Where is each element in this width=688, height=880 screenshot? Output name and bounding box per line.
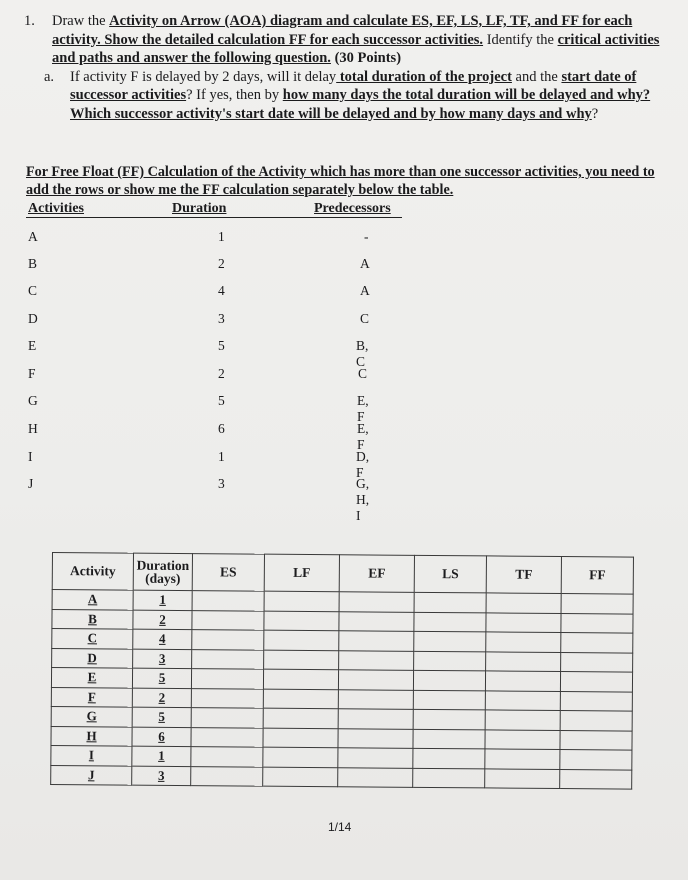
- activity-letter: J: [28, 476, 34, 491]
- calc-activity-cell: F: [51, 687, 132, 707]
- calc-lf-cell: [263, 747, 338, 767]
- calc-tf-cell: [485, 729, 560, 749]
- calc-ef-cell: [338, 670, 413, 690]
- calc-ef-cell: [338, 689, 413, 709]
- calc-table-row: [51, 765, 632, 789]
- calc-duration-cell: 6: [132, 727, 191, 747]
- calc-ff-cell: [561, 594, 633, 614]
- header-predecessors: Predecessors: [314, 201, 391, 216]
- calc-ef-cell: [339, 650, 414, 670]
- calc-ff-cell: [560, 710, 632, 730]
- calc-es-cell: [191, 708, 263, 728]
- activity-predecessors: A: [360, 256, 370, 271]
- calc-ef-cell: [338, 748, 413, 768]
- activity-duration: 5: [218, 393, 225, 408]
- calc-es-cell: [192, 649, 264, 669]
- question-text: [52, 12, 674, 68]
- calc-ef-cell: [339, 611, 414, 631]
- calc-ls-cell: [414, 651, 486, 671]
- calc-ls-cell: [413, 748, 485, 768]
- header-activities: Activities: [28, 201, 84, 216]
- question-task-underlined: Activity on Arrow (AOA) diagram and calculate ES, EF, LS, LF, TF, and FF for each activity. Show the detailed calculation FF for each successor activities.: [52, 13, 633, 48]
- calc-header-activity: Activity: [52, 553, 133, 591]
- question-block: [24, 12, 674, 123]
- calc-activity-cell: H: [51, 726, 132, 746]
- activity-predecessors: B, C: [356, 338, 369, 369]
- calc-tf-cell: [485, 749, 560, 769]
- calc-duration-cell: 5: [132, 707, 191, 727]
- calc-ls-cell: [413, 709, 485, 729]
- question-critical-underlined: critical activities and paths and answer the following question.: [52, 31, 660, 66]
- calc-ff-cell: [560, 730, 632, 750]
- activity-predecessors: G, H, I: [356, 476, 370, 523]
- activity-duration: 2: [218, 366, 225, 381]
- activity-letter: D: [28, 311, 38, 326]
- calc-header-row: [52, 553, 633, 595]
- calc-duration-cell: 2: [132, 688, 191, 708]
- calc-activity-cell: J: [51, 765, 132, 785]
- calc-ff-cell: [561, 652, 633, 672]
- sub-plain-1: If activity F is delayed by 2 days, will it delay: [70, 68, 337, 85]
- calc-es-cell: [191, 669, 263, 689]
- calc-activity-cell: I: [51, 745, 132, 765]
- calc-duration-cell: 4: [133, 629, 192, 649]
- sub-end: ?: [591, 105, 599, 122]
- calc-tf-cell: [485, 690, 560, 710]
- calc-activity-cell: B: [52, 609, 133, 629]
- calc-lf-cell: [263, 669, 338, 689]
- activity-duration: 6: [218, 421, 225, 436]
- activity-letter: C: [28, 283, 38, 298]
- calc-tf-cell: [486, 612, 561, 632]
- calc-ef-cell: [338, 709, 413, 729]
- calc-ef-cell: [339, 592, 414, 612]
- calc-activity-cell: E: [51, 668, 132, 688]
- calc-table-body: [51, 590, 634, 790]
- sub-question: [24, 68, 674, 124]
- calc-ls-cell: [414, 631, 486, 651]
- activity-letter: A: [28, 229, 38, 244]
- calc-header-lf: LF: [264, 554, 339, 592]
- calc-duration-cell: 3: [132, 766, 191, 786]
- activity-duration: 1: [218, 229, 225, 244]
- calc-es-cell: [192, 630, 264, 650]
- calc-ff-cell: [561, 632, 633, 652]
- header-duration: Duration: [172, 201, 227, 216]
- activity-predecessors: E, F: [357, 421, 369, 452]
- calc-es-cell: [191, 747, 263, 767]
- calc-ff-cell: [560, 749, 632, 769]
- calc-duration-cell: 1: [132, 746, 191, 766]
- activity-predecessors: A: [360, 283, 370, 298]
- calc-lf-cell: [263, 728, 338, 748]
- calc-ls-cell: [413, 670, 485, 690]
- calc-lf-cell: [263, 689, 338, 709]
- page-number: 1/14: [328, 820, 352, 834]
- calc-tf-cell: [485, 710, 560, 730]
- calc-lf-cell: [264, 591, 339, 611]
- activity-predecessors: C: [360, 311, 370, 326]
- sub-underlined-2: start date of successor activities: [70, 68, 637, 103]
- calc-header-ls: LS: [414, 555, 486, 593]
- calc-tf-cell: [486, 593, 561, 613]
- calc-ls-cell: [413, 729, 485, 749]
- calc-duration-cell: 5: [132, 668, 191, 688]
- calc-ff-cell: [560, 769, 632, 789]
- activity-duration: 2: [218, 256, 225, 271]
- question-plain-2: Identify the: [483, 31, 558, 48]
- calc-tf-cell: [486, 632, 561, 652]
- question-plain-1: Draw the: [52, 13, 110, 29]
- sub-question-text: [70, 68, 674, 124]
- calc-duration-cell: 2: [133, 610, 192, 630]
- calc-ls-cell: [413, 690, 485, 710]
- calc-ff-cell: [561, 671, 633, 691]
- calc-activity-cell: A: [52, 590, 133, 610]
- calc-header-ff: FF: [561, 557, 633, 595]
- calc-es-cell: [191, 688, 263, 708]
- calc-ls-cell: [414, 592, 486, 612]
- activity-duration: 1: [218, 449, 225, 464]
- sub-underlined-1: total duration of the project: [336, 68, 512, 85]
- calc-header-days-label: (days): [145, 570, 181, 587]
- calc-duration-cell: 3: [133, 649, 192, 669]
- calc-tf-cell: [486, 651, 561, 671]
- calc-activity-cell: D: [52, 648, 133, 668]
- activity-predecessors: -: [364, 229, 369, 244]
- activity-duration: 3: [218, 311, 225, 326]
- calc-es-cell: [191, 727, 263, 747]
- calc-tf-cell: [485, 768, 560, 788]
- calc-ls-cell: [413, 768, 485, 788]
- calc-activity-cell: G: [51, 706, 132, 726]
- sub-underlined-3: how many days the total duration will be delayed and why? Which successor activity's start date will be delayed and by how many days and why: [70, 87, 651, 122]
- activity-letter: B: [28, 256, 38, 271]
- sub-plain-2: and the: [511, 68, 562, 85]
- calc-lf-cell: [264, 630, 339, 650]
- question-number: 1.: [24, 13, 35, 29]
- activity-letter: G: [28, 393, 38, 408]
- activity-predecessors: C: [358, 366, 368, 381]
- sub-question-label: a.: [44, 68, 55, 85]
- calc-es-cell: [192, 610, 264, 630]
- activity-duration: 5: [218, 338, 225, 353]
- calc-es-cell: [191, 766, 263, 786]
- calc-tf-cell: [485, 671, 560, 691]
- calc-lf-cell: [264, 650, 339, 670]
- activity-letter: F: [28, 366, 36, 381]
- calc-ff-cell: [560, 691, 632, 711]
- calc-activity-cell: C: [52, 629, 133, 649]
- calc-header-ef: EF: [339, 555, 414, 593]
- sub-plain-3: ? If yes, then by: [186, 87, 283, 103]
- calc-ls-cell: [414, 612, 486, 632]
- calc-ef-cell: [339, 631, 414, 651]
- activity-duration: 3: [218, 476, 225, 491]
- calc-header-es: ES: [192, 554, 264, 592]
- calc-header-tf: TF: [486, 556, 561, 594]
- calc-es-cell: [192, 591, 264, 611]
- activity-letter: H: [28, 421, 38, 436]
- calc-header-duration: [133, 553, 192, 590]
- calc-lf-cell: [263, 767, 338, 787]
- calc-ef-cell: [338, 767, 413, 787]
- activity-predecessors: D, F: [356, 449, 370, 480]
- activity-letter: I: [28, 449, 33, 464]
- activity-predecessors: E, F: [357, 393, 369, 424]
- calc-duration-cell: 1: [133, 590, 192, 610]
- calc-ff-cell: [561, 613, 633, 633]
- calc-header-duration-label: Duration: [136, 557, 190, 574]
- activity-duration: 4: [218, 283, 225, 298]
- activity-header-rule: [26, 217, 402, 218]
- calc-lf-cell: [263, 708, 338, 728]
- activity-letter: E: [28, 338, 37, 353]
- calc-ef-cell: [338, 728, 413, 748]
- calc-lf-cell: [264, 611, 339, 631]
- ff-instruction-note: For Free Float (FF) Calculation of the Activity which has more than one successor activities, you need to add the rows or show me the FF calculation separately below the table.: [26, 164, 655, 198]
- calculation-table: [50, 552, 634, 790]
- question-points: (30 Points): [330, 50, 402, 66]
